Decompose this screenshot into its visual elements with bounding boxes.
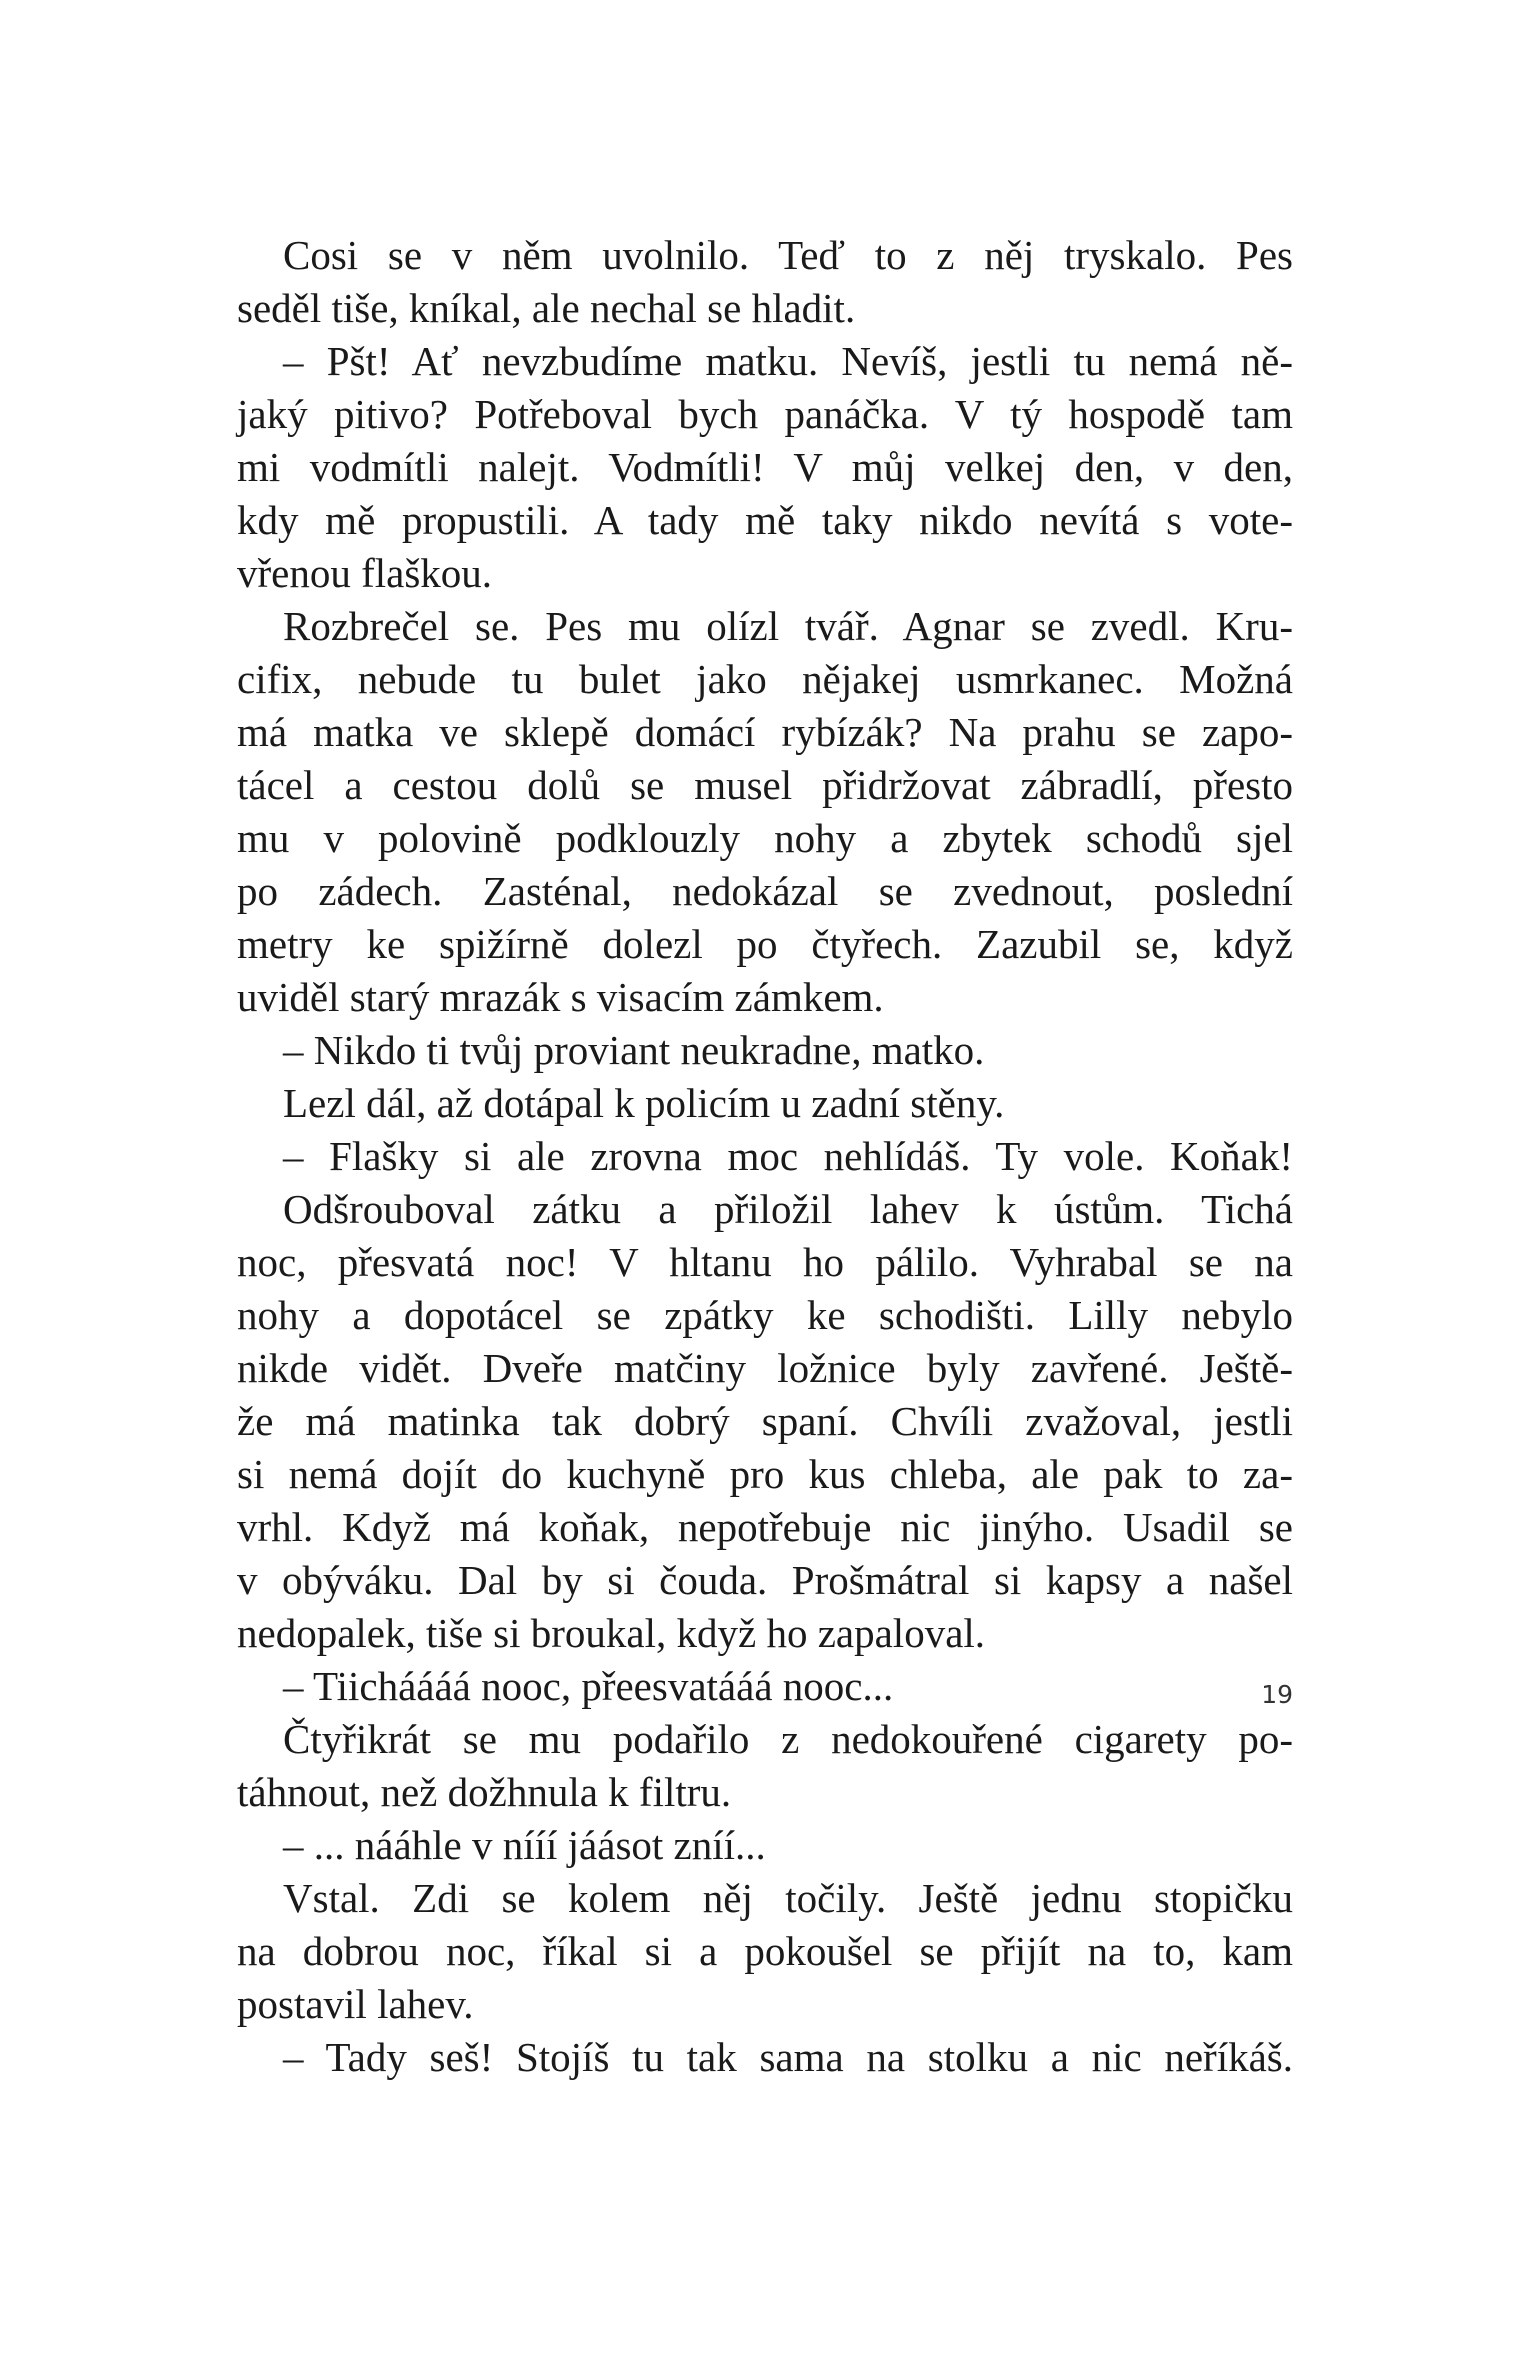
text-line: že má matinka tak dobrý spaní. Chvíli zvažoval, jestli — [237, 1398, 1293, 1444]
page-body-text — [237, 229, 1293, 2084]
text-line: vrhl. Když má koňak, nepotřebuje nic jinýho. Usadil se — [237, 1504, 1293, 1550]
text-line: metry ke spižírně dolezl po čtyřech. Zazubil se, když — [237, 921, 1293, 967]
text-line: vřenou flaškou. — [237, 550, 493, 596]
text-line: – Tiicháááá nooc, přeesvatááá nooc... — [283, 1663, 894, 1709]
text-line: Čtyřikrát se mu podařilo z nedokouřené cigarety po- — [283, 1716, 1293, 1762]
text-line: mu v polovině podklouzly nohy a zbytek schodů sjel — [237, 815, 1293, 861]
text-line: Odšrouboval zátku a přiložil lahev k ústům. Tichá — [283, 1186, 1293, 1232]
page-number: 19 — [1261, 1680, 1293, 1709]
text-line: Rozbrečel se. Pes mu olízl tvář. Agnar se zvedl. Kru- — [283, 603, 1293, 649]
text-line: táhnout, než dožhnula k filtru. — [237, 1769, 732, 1815]
text-line: na dobrou noc, říkal si a pokoušel se přijít na to, kam — [237, 1928, 1293, 1974]
text-line: – ... nááhle v nííí jáásot zníí... — [283, 1822, 766, 1868]
text-line: – Pšt! Ať nevzbudíme matku. Nevíš, jestli tu nemá ně- — [283, 338, 1293, 384]
text-line: nikde vidět. Dveře matčiny ložnice byly zavřené. Ještě- — [237, 1345, 1293, 1391]
text-line: – Tady seš! Stojíš tu tak sama na stolku a nic neříkáš. — [283, 2034, 1293, 2080]
text-line: jaký pitivo? Potřeboval bych panáčka. V tý hospodě tam — [237, 391, 1293, 437]
text-line: noc, přesvatá noc! V hltanu ho pálilo. Vyhrabal se na — [237, 1239, 1293, 1285]
text-line: – Flašky si ale zrovna moc nehlídáš. Ty vole. Koňak! — [283, 1133, 1293, 1179]
text-line: má matka ve sklepě domácí rybízák? Na prahu se zapo- — [237, 709, 1293, 755]
text-line: – Nikdo ti tvůj proviant neukradne, matko. — [283, 1027, 985, 1073]
text-line: seděl tiše, kníkal, ale nechal se hladit. — [237, 285, 856, 331]
text-line: cifix, nebude tu bulet jako nějakej usmrkanec. Možná — [237, 656, 1293, 702]
text-line: mi vodmítli nalejt. Vodmítli! V můj velkej den, v den, — [237, 444, 1293, 490]
text-line: uviděl starý mrazák s visacím zámkem. — [237, 974, 884, 1020]
text-line: postavil lahev. — [237, 1981, 474, 2027]
text-line: v obýváku. Dal by si čouda. Prošmátral si kapsy a našel — [237, 1557, 1293, 1603]
text-line: tácel a cestou dolů se musel přidržovat zábradlí, přesto — [237, 762, 1293, 808]
text-line: kdy mě propustili. A tady mě taky nikdo nevítá s vote- — [237, 497, 1293, 543]
text-line: nedopalek, tiše si broukal, když ho zapaloval. — [237, 1610, 986, 1656]
text-line: nohy a dopotácel se zpátky ke schodišti. Lilly nebylo — [237, 1292, 1293, 1338]
text-line: Lezl dál, až dotápal k policím u zadní stěny. — [283, 1080, 1005, 1126]
text-line: si nemá dojít do kuchyně pro kus chleba, ale pak to za- — [237, 1451, 1293, 1497]
text-line: po zádech. Zasténal, nedokázal se zvednout, poslední — [237, 868, 1293, 914]
text-line: Vstal. Zdi se kolem něj točily. Ještě jednu stopičku — [283, 1875, 1293, 1921]
text-line: Cosi se v něm uvolnilo. Teď to z něj tryskalo. Pes — [283, 232, 1293, 278]
